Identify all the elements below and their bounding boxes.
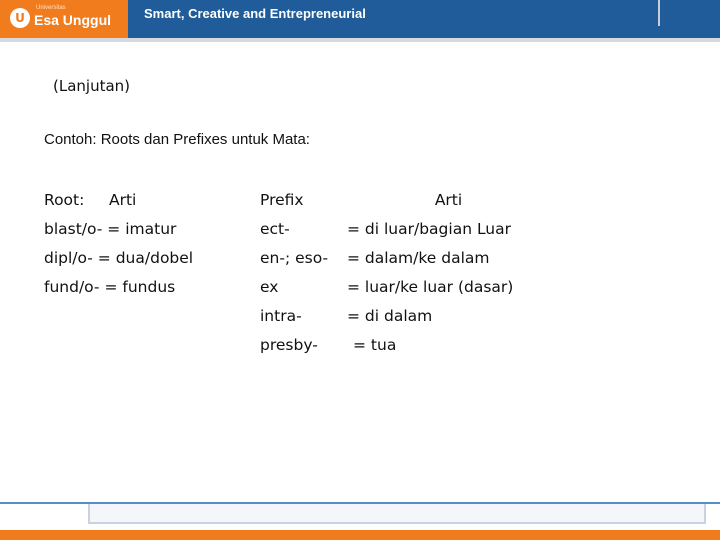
logo-text: Esa Unggul [34, 12, 112, 28]
footer-box [88, 504, 706, 524]
prefix-item: ect- [260, 220, 290, 238]
prefix-meaning: = tua [353, 336, 397, 354]
university-logo-icon: U [10, 8, 30, 28]
prefix-meaning: = di dalam [347, 307, 433, 325]
logo-subtext: Universitas [36, 5, 66, 11]
prefix-meanings-column [347, 186, 513, 360]
prefix-header-label: Prefix [260, 191, 304, 209]
prefix-meaning: = dalam/ke dalam [347, 249, 490, 267]
header-shadow [0, 38, 720, 42]
root-row: dipl/o- = dua/dobel [44, 249, 194, 267]
root-row: fund/o- = fundus [44, 278, 176, 296]
roots-header-row [44, 186, 207, 215]
prefix-item: en-; eso- [260, 249, 329, 267]
footer-bar [0, 530, 720, 540]
roots-header-arti: Arti [108, 191, 137, 209]
prefix-header-arti: Arti [434, 191, 463, 209]
prefix-meaning: = di luar/bagian Luar [347, 220, 511, 238]
tagline: Smart, Creative and Entrepreneurial [144, 6, 366, 21]
roots-column [44, 186, 207, 302]
prefix-item: intra- [260, 307, 302, 325]
header-divider [658, 0, 660, 26]
prefix-item: presby- [260, 336, 318, 354]
prefix-meaning: = luar/ke luar (dasar) [347, 278, 514, 296]
prefix-item: ex [260, 278, 279, 296]
header-banner [0, 0, 720, 38]
slide-heading: Contoh: Roots dan Prefixes untuk Mata: [44, 131, 310, 148]
meaning-spacer [347, 186, 513, 215]
logo [0, 0, 128, 38]
roots-header-label: Root: [44, 191, 85, 209]
slide-subtitle: (Lanjutan) [53, 77, 131, 95]
root-row: blast/o- = imatur [44, 220, 177, 238]
